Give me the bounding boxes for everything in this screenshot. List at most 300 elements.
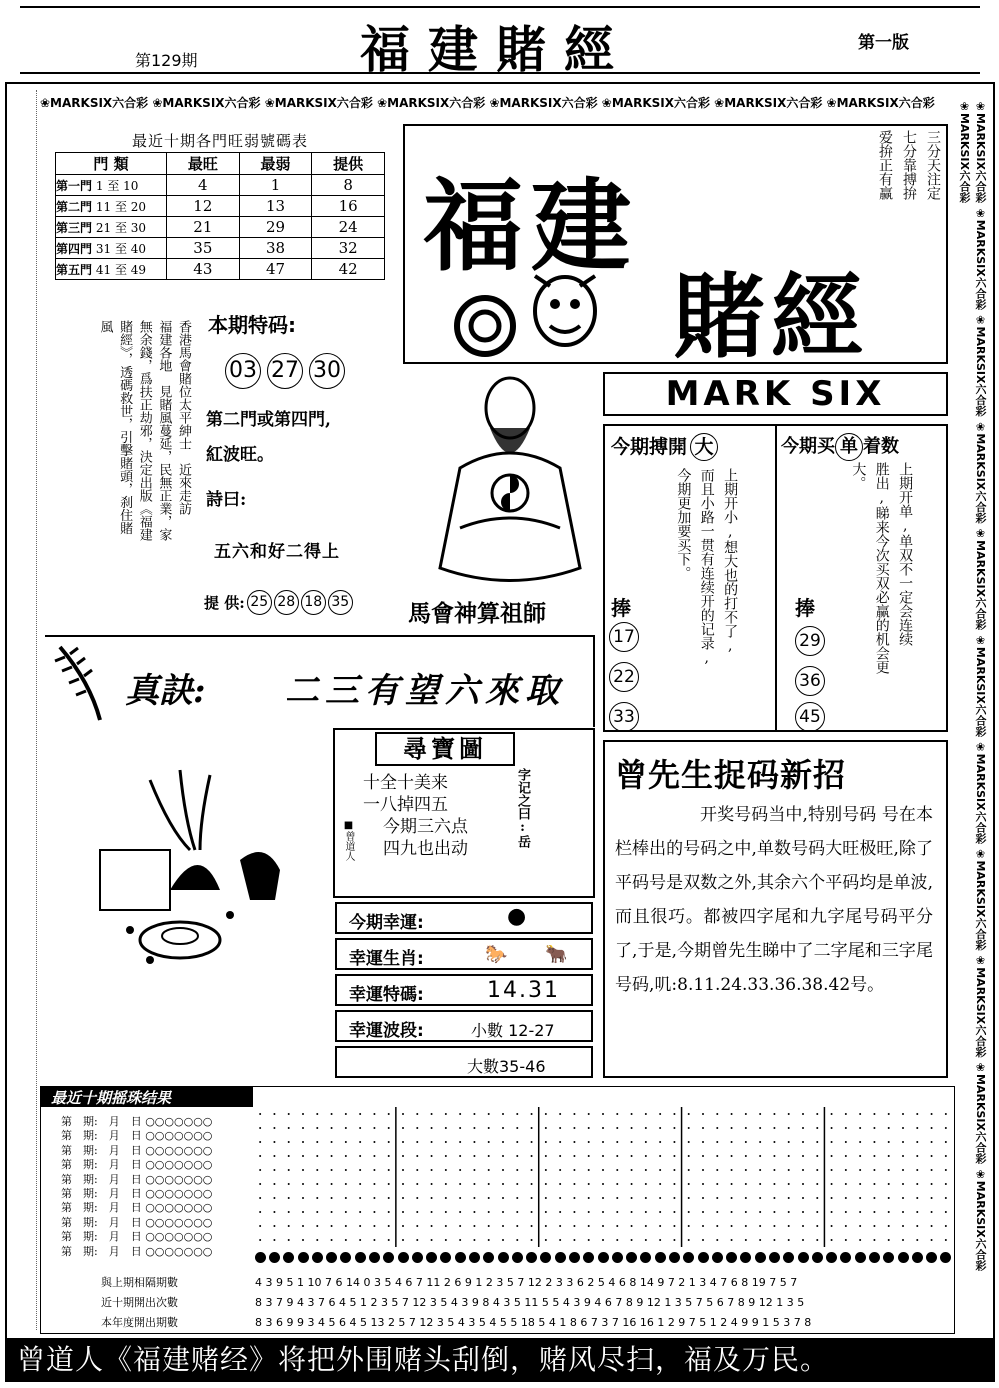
- grid-dot: [516, 1141, 518, 1143]
- grid-dot: [945, 1141, 947, 1143]
- grid-dot: [859, 1183, 861, 1185]
- treasure-lines: [363, 772, 468, 860]
- grid-dot: [645, 1155, 647, 1157]
- grid-dot: [402, 1197, 404, 1199]
- header-door: 門 類: [56, 153, 167, 175]
- grid-dot: [773, 1225, 775, 1227]
- grid-dot: [573, 1183, 575, 1185]
- grid-dot: [502, 1239, 504, 1241]
- grid-dot: [316, 1225, 318, 1227]
- grid-dot: [331, 1239, 333, 1241]
- grid-dot: [916, 1211, 918, 1213]
- grid-dot: [373, 1155, 375, 1157]
- provide-number: 25: [247, 590, 272, 615]
- zeng-title: 曾先生捉码新招: [615, 756, 847, 794]
- grid-dot: [716, 1127, 718, 1129]
- marksix-logo-box: [603, 372, 948, 416]
- grid-dot: [788, 1113, 790, 1115]
- ball-marker: [626, 1252, 637, 1263]
- door-name: 第二門: [56, 199, 93, 214]
- cell-give: 42: [312, 259, 385, 280]
- left-number: 22: [609, 662, 639, 692]
- grid-dot: [645, 1183, 647, 1185]
- grid-dot: [502, 1127, 504, 1129]
- grid-dot: [559, 1211, 561, 1213]
- stat-row: 8 3 6 9 9 3 4 5 6 4 5 13 2 5 7 12 3 5 4 3 5 4 5 5 18 5 4 1 8 6 7 3 7 16 16 1 2 9 7 5 1 2 4 9 9 1 5 3 7 8: [255, 1316, 812, 1329]
- door-name: 第三門: [56, 220, 93, 235]
- grid-dot: [559, 1127, 561, 1129]
- grid-dot: [302, 1211, 304, 1213]
- grid-dot: [716, 1113, 718, 1115]
- grid-dot: [659, 1183, 661, 1185]
- period-row: 第 期: 月 日 ○○○○○○○: [61, 1201, 213, 1215]
- ball-marker: [898, 1252, 909, 1263]
- grid-dot: [602, 1113, 604, 1115]
- grid-dot: [331, 1141, 333, 1143]
- horse-icon: 🐎: [485, 944, 508, 965]
- grid-dot: [788, 1127, 790, 1129]
- grid-dot: [373, 1127, 375, 1129]
- grid-dot: [902, 1183, 904, 1185]
- grid-dot: [331, 1127, 333, 1129]
- grid-dot: [545, 1239, 547, 1241]
- grid-dot: [302, 1183, 304, 1185]
- grid-dot: [888, 1197, 890, 1199]
- grid-dot: [273, 1169, 275, 1171]
- grid-dot: [916, 1183, 918, 1185]
- grid-dot: [831, 1141, 833, 1143]
- grid-dot: [559, 1169, 561, 1171]
- grid-dot: [688, 1225, 690, 1227]
- grid-dot: [702, 1239, 704, 1241]
- treasure-panel: [333, 728, 595, 898]
- scene-illustration: [90, 770, 320, 980]
- ball-marker: [312, 1252, 323, 1263]
- grid-dot: [931, 1169, 933, 1171]
- grid-dot: [631, 1197, 633, 1199]
- grid-dot: [259, 1197, 261, 1199]
- ball-row: [253, 1249, 953, 1267]
- grid-dot: [916, 1169, 918, 1171]
- grid-dot: [731, 1155, 733, 1157]
- grid-dot: [673, 1197, 675, 1199]
- grid-dot: [702, 1183, 704, 1185]
- door-name: 第五門: [56, 262, 93, 277]
- grid-dot: [731, 1127, 733, 1129]
- grid-dot: [416, 1239, 418, 1241]
- ball-marker: [640, 1252, 651, 1263]
- ball-marker: [583, 1252, 594, 1263]
- grid-dot: [316, 1183, 318, 1185]
- grid-dot: [845, 1211, 847, 1213]
- grid-dot: [473, 1225, 475, 1227]
- special-line2: 紅波旺。: [206, 445, 274, 465]
- grid-dot: [431, 1169, 433, 1171]
- grid-dot: [588, 1113, 590, 1115]
- ball-marker: [826, 1252, 837, 1263]
- grid-dot: [645, 1169, 647, 1171]
- grid-dot: [359, 1211, 361, 1213]
- ball-marker: [755, 1252, 766, 1263]
- grid-dot: [573, 1113, 575, 1115]
- marksix-panel: [603, 424, 948, 732]
- grid-dot: [716, 1239, 718, 1241]
- grid-dot: [473, 1127, 475, 1129]
- footer-bar: [5, 1338, 995, 1382]
- grid-dot: [402, 1239, 404, 1241]
- grid-dot: [502, 1197, 504, 1199]
- grid-dot: [688, 1211, 690, 1213]
- grid-dot: [431, 1211, 433, 1213]
- grid-dot: [416, 1141, 418, 1143]
- grid-dot: [688, 1169, 690, 1171]
- grid-dot: [673, 1239, 675, 1241]
- right-title: 今期买 单 着数: [781, 432, 899, 461]
- grid-dot: [873, 1225, 875, 1227]
- text-col: 上期开小,想大也的打不了,: [722, 468, 739, 654]
- grid-dot: [659, 1211, 661, 1213]
- cell-max: 4: [167, 175, 240, 196]
- text-col: 今期更加要买下。: [675, 468, 692, 580]
- grid-dot: [259, 1141, 261, 1143]
- grid-dot: [345, 1155, 347, 1157]
- grid-dot: [331, 1169, 333, 1171]
- grid-dot: [731, 1113, 733, 1115]
- grid-dot: [902, 1197, 904, 1199]
- grid-dot: [931, 1127, 933, 1129]
- ox-icon: 🐂: [545, 944, 568, 965]
- grid-dot: [759, 1197, 761, 1199]
- grid-dot: [273, 1239, 275, 1241]
- grid-dot: [388, 1225, 390, 1227]
- grid-dot: [488, 1183, 490, 1185]
- grid-dot: [302, 1197, 304, 1199]
- special-numbers: [225, 353, 345, 389]
- grid-dot: [259, 1127, 261, 1129]
- grid-dot: [573, 1225, 575, 1227]
- grid-dot: [459, 1155, 461, 1157]
- slogan-col: 三分天注定: [925, 130, 941, 200]
- grid-dot: [288, 1113, 290, 1115]
- grid-dot: [773, 1113, 775, 1115]
- grid-dot: [902, 1127, 904, 1129]
- luck-row: [335, 974, 593, 1006]
- grid-dot: [616, 1239, 618, 1241]
- grid-dot: [459, 1169, 461, 1171]
- grid-dot: [445, 1127, 447, 1129]
- right-text: [850, 462, 912, 732]
- grid-dot: [573, 1155, 575, 1157]
- grid-dot: [545, 1113, 547, 1115]
- grid-dot: [359, 1197, 361, 1199]
- stat-label: 近十期開出次數: [101, 1296, 178, 1309]
- treasure-side-right: 字记之曰:岳: [515, 768, 530, 848]
- grid-dot: [388, 1197, 390, 1199]
- grid-dot: [888, 1155, 890, 1157]
- truth-panel: [45, 635, 595, 727]
- grid-dot: [902, 1239, 904, 1241]
- grid-dot: [916, 1155, 918, 1157]
- grid-dot: [859, 1197, 861, 1199]
- grid-dot: [659, 1225, 661, 1227]
- grid-dot: [445, 1141, 447, 1143]
- ball-marker: [855, 1252, 866, 1263]
- special-line1: 第二門或第四門,: [206, 410, 331, 430]
- results-title-bar: [41, 1087, 253, 1107]
- brand-strip-right: ❀MARKSIX六合彩 ❀MARKSIX六合彩 ❀MARKSIX六合彩 ❀MARKSIX六合彩 ❀MARKSIX六合彩 ❀MARKSIX六合彩 ❀MARKSIX六合彩 ❀MARKSIX六合彩 ❀MARKSIX六合彩 ❀MARKSIX六合彩 ❀MARKSIX六合彩 ❀MARKSIX六合彩: [958, 100, 987, 1271]
- grid-dot: [831, 1211, 833, 1213]
- grid-dot: [573, 1127, 575, 1129]
- ball-marker: [255, 1252, 266, 1263]
- grid-dot: [931, 1225, 933, 1227]
- ball-marker: [483, 1252, 494, 1263]
- grid-dot: [773, 1183, 775, 1185]
- ball-marker: [383, 1252, 394, 1263]
- grid-dot: [402, 1127, 404, 1129]
- grid-dot: [359, 1225, 361, 1227]
- grid-dot: [702, 1127, 704, 1129]
- stat-row: 8 3 7 9 4 3 7 6 4 5 1 2 3 5 7 12 3 5 4 3 9 8 4 3 5 11 5 5 4 3 9 4 6 7 8 9 12 1 3 5 7 5 6 7 8 9 12 1 3 5: [255, 1296, 805, 1309]
- grid-dot: [816, 1239, 818, 1241]
- treasure-title: 尋寶圖: [403, 734, 487, 763]
- ball-marker: [940, 1252, 951, 1263]
- grid-dot: [859, 1211, 861, 1213]
- grid-dot: [802, 1155, 804, 1157]
- grid-dot: [688, 1183, 690, 1185]
- ball-marker: [569, 1252, 580, 1263]
- grid-dot: [631, 1113, 633, 1115]
- header-give: 提供: [312, 153, 385, 175]
- truth-text: 二三有望六來取: [285, 671, 565, 711]
- grid-dot: [331, 1155, 333, 1157]
- grid-dot: [573, 1141, 575, 1143]
- grid-dot: [759, 1141, 761, 1143]
- grid-dot: [645, 1225, 647, 1227]
- grid-dot: [616, 1183, 618, 1185]
- grid-dot: [316, 1113, 318, 1115]
- grid-dot: [773, 1239, 775, 1241]
- period-row: 第 期: 月 日 ○○○○○○○: [61, 1158, 213, 1172]
- grid-dot: [859, 1225, 861, 1227]
- grid-dot: [473, 1211, 475, 1213]
- grid-dot: [816, 1127, 818, 1129]
- grid-dot: [288, 1127, 290, 1129]
- cell-max: 21: [167, 217, 240, 238]
- grid-dot: [588, 1239, 590, 1241]
- poem-col: 風: [97, 320, 113, 333]
- grid-dot: [459, 1239, 461, 1241]
- grid-dot: [673, 1169, 675, 1171]
- cell-min: 29: [239, 217, 312, 238]
- grid-dot: [716, 1169, 718, 1171]
- grid-dot: [931, 1113, 933, 1115]
- poem-col: 香港馬會賭位太平紳士 近來走訪: [176, 320, 191, 515]
- special-panel: [200, 305, 410, 615]
- table-row: 第四門 31 至 40 35 38 32: [56, 238, 385, 259]
- grid-dot: [345, 1225, 347, 1227]
- grid-dot: [445, 1225, 447, 1227]
- grid-dot: [859, 1113, 861, 1115]
- stat-values: [255, 1273, 955, 1333]
- grid-dot: [888, 1113, 890, 1115]
- grid-dot: [688, 1113, 690, 1115]
- grid-dot: [659, 1197, 661, 1199]
- grid-dot: [745, 1211, 747, 1213]
- table-row: 第五門 41 至 49 43 47 42: [56, 259, 385, 280]
- footer-text: 曾道人《福建赌经》将把外围赌头刮倒，赌风尽扫，福及万民。: [17, 1343, 830, 1376]
- grid-dot: [288, 1141, 290, 1143]
- masthead: [0, 0, 999, 78]
- grid-dot: [302, 1141, 304, 1143]
- grid-dot: [673, 1211, 675, 1213]
- grid-dot: [416, 1211, 418, 1213]
- grid-dot: [273, 1211, 275, 1213]
- ball-marker: [712, 1252, 723, 1263]
- grid-dot: [731, 1239, 733, 1241]
- ball-marker: [455, 1252, 466, 1263]
- grid-dot: [688, 1127, 690, 1129]
- grid-dot: [888, 1225, 890, 1227]
- grid-dot: [602, 1141, 604, 1143]
- grid-dot: [516, 1211, 518, 1213]
- grid-dot: [259, 1225, 261, 1227]
- grid-dot: [588, 1141, 590, 1143]
- grid-dot: [845, 1225, 847, 1227]
- grid-dot: [259, 1239, 261, 1241]
- grid-dot: [531, 1169, 533, 1171]
- ball-marker: [283, 1252, 294, 1263]
- grid-dot: [488, 1211, 490, 1213]
- luck-row: [335, 1010, 593, 1042]
- door-table-panel: [55, 130, 385, 282]
- ball-marker: [440, 1252, 451, 1263]
- grid-dot: [616, 1211, 618, 1213]
- grid-dot: [602, 1239, 604, 1241]
- grid-dot: [402, 1183, 404, 1185]
- ball-marker: [669, 1252, 680, 1263]
- grid-dot: [288, 1183, 290, 1185]
- grid-dot: [802, 1225, 804, 1227]
- grid-dot: [559, 1183, 561, 1185]
- stat-label: 與上期相隔期數: [101, 1276, 178, 1289]
- grid-dot: [416, 1183, 418, 1185]
- grid-dot: [545, 1197, 547, 1199]
- big-range: 大數35-46: [467, 1057, 546, 1076]
- grid-dot: [273, 1155, 275, 1157]
- grid-dot: [916, 1127, 918, 1129]
- door-name: 第一門: [56, 178, 93, 193]
- period-row: 第 期: 月 日 ○○○○○○○: [61, 1172, 213, 1186]
- grid-dot: [259, 1183, 261, 1185]
- luck-label: 幸運波段:: [349, 1021, 424, 1041]
- treasure-line: 今期三六点: [383, 817, 468, 837]
- grid-dot: [716, 1197, 718, 1199]
- grid-dot: [816, 1225, 818, 1227]
- grid-dot: [673, 1113, 675, 1115]
- grid-dot: [459, 1183, 461, 1185]
- grid-dot: [859, 1141, 861, 1143]
- grid-dot: [502, 1225, 504, 1227]
- grid-dot: [516, 1155, 518, 1157]
- grid-dot: [259, 1113, 261, 1115]
- left-number: 33: [609, 702, 639, 732]
- grid-dot: [759, 1239, 761, 1241]
- door-table: [55, 152, 385, 280]
- luck-label: 幸運生肖:: [349, 949, 424, 969]
- grid-dot: [759, 1155, 761, 1157]
- poem-col: 賭經》，透碼救世，引擊賭頭，刹住賭: [117, 320, 133, 535]
- luck-label: 今期幸運:: [349, 913, 424, 933]
- grid-dot: [902, 1155, 904, 1157]
- period-row: 第 期: 月 日 ○○○○○○○: [61, 1129, 213, 1143]
- grid-dot: [345, 1183, 347, 1185]
- grid-dot: [759, 1225, 761, 1227]
- ball-marker: [798, 1252, 809, 1263]
- grid-dot: [531, 1197, 533, 1199]
- cell-max: 43: [167, 259, 240, 280]
- grid-dot: [759, 1113, 761, 1115]
- grid-dot: [431, 1225, 433, 1227]
- grid-dot: [773, 1197, 775, 1199]
- ball-marker: [683, 1252, 694, 1263]
- grid-dot: [588, 1225, 590, 1227]
- grid-dot: [873, 1155, 875, 1157]
- cell-max: 12: [167, 196, 240, 217]
- grid-dot: [331, 1197, 333, 1199]
- period-row: 第 期: 月 日 ○○○○○○○: [61, 1244, 213, 1258]
- grid-dot: [645, 1211, 647, 1213]
- grid-dot: [773, 1169, 775, 1171]
- grid-dot: [716, 1225, 718, 1227]
- period-row: 第 期: 月 日 ○○○○○○○: [61, 1115, 213, 1128]
- grid-dot: [431, 1141, 433, 1143]
- ball-marker: [326, 1252, 337, 1263]
- special-number: 30: [309, 353, 345, 389]
- period-rows: [61, 1115, 212, 1259]
- header-min: 最弱: [239, 153, 312, 175]
- cell-min: 13: [239, 196, 312, 217]
- grid-dot: [359, 1155, 361, 1157]
- grid-dot: [673, 1183, 675, 1185]
- grid-dot: [402, 1141, 404, 1143]
- vertical-poem: [60, 320, 190, 610]
- ball-marker: [812, 1252, 823, 1263]
- grid-dot: [631, 1127, 633, 1129]
- grid-dot: [488, 1169, 490, 1171]
- grid-dot: [688, 1197, 690, 1199]
- grid-dot: [888, 1211, 890, 1213]
- grid-dot: [902, 1141, 904, 1143]
- grid-dot: [459, 1113, 461, 1115]
- grid-dot: [316, 1239, 318, 1241]
- provide-number: 35: [328, 590, 353, 615]
- grid-dot: [873, 1113, 875, 1115]
- provide-label: 提 供:: [204, 594, 245, 612]
- grid-dot: [531, 1155, 533, 1157]
- grid-dot: [559, 1155, 561, 1157]
- grid-dot: [302, 1239, 304, 1241]
- grid-dot: [288, 1239, 290, 1241]
- grid-dot: [945, 1127, 947, 1129]
- right-hold: 捧: [795, 596, 815, 620]
- special-number: 27: [267, 353, 303, 389]
- grid-dot: [459, 1197, 461, 1199]
- grid-dot: [545, 1169, 547, 1171]
- grid-dot: [688, 1155, 690, 1157]
- grid-dot: [316, 1169, 318, 1171]
- grid-dot: [288, 1169, 290, 1171]
- grid-dot: [559, 1197, 561, 1199]
